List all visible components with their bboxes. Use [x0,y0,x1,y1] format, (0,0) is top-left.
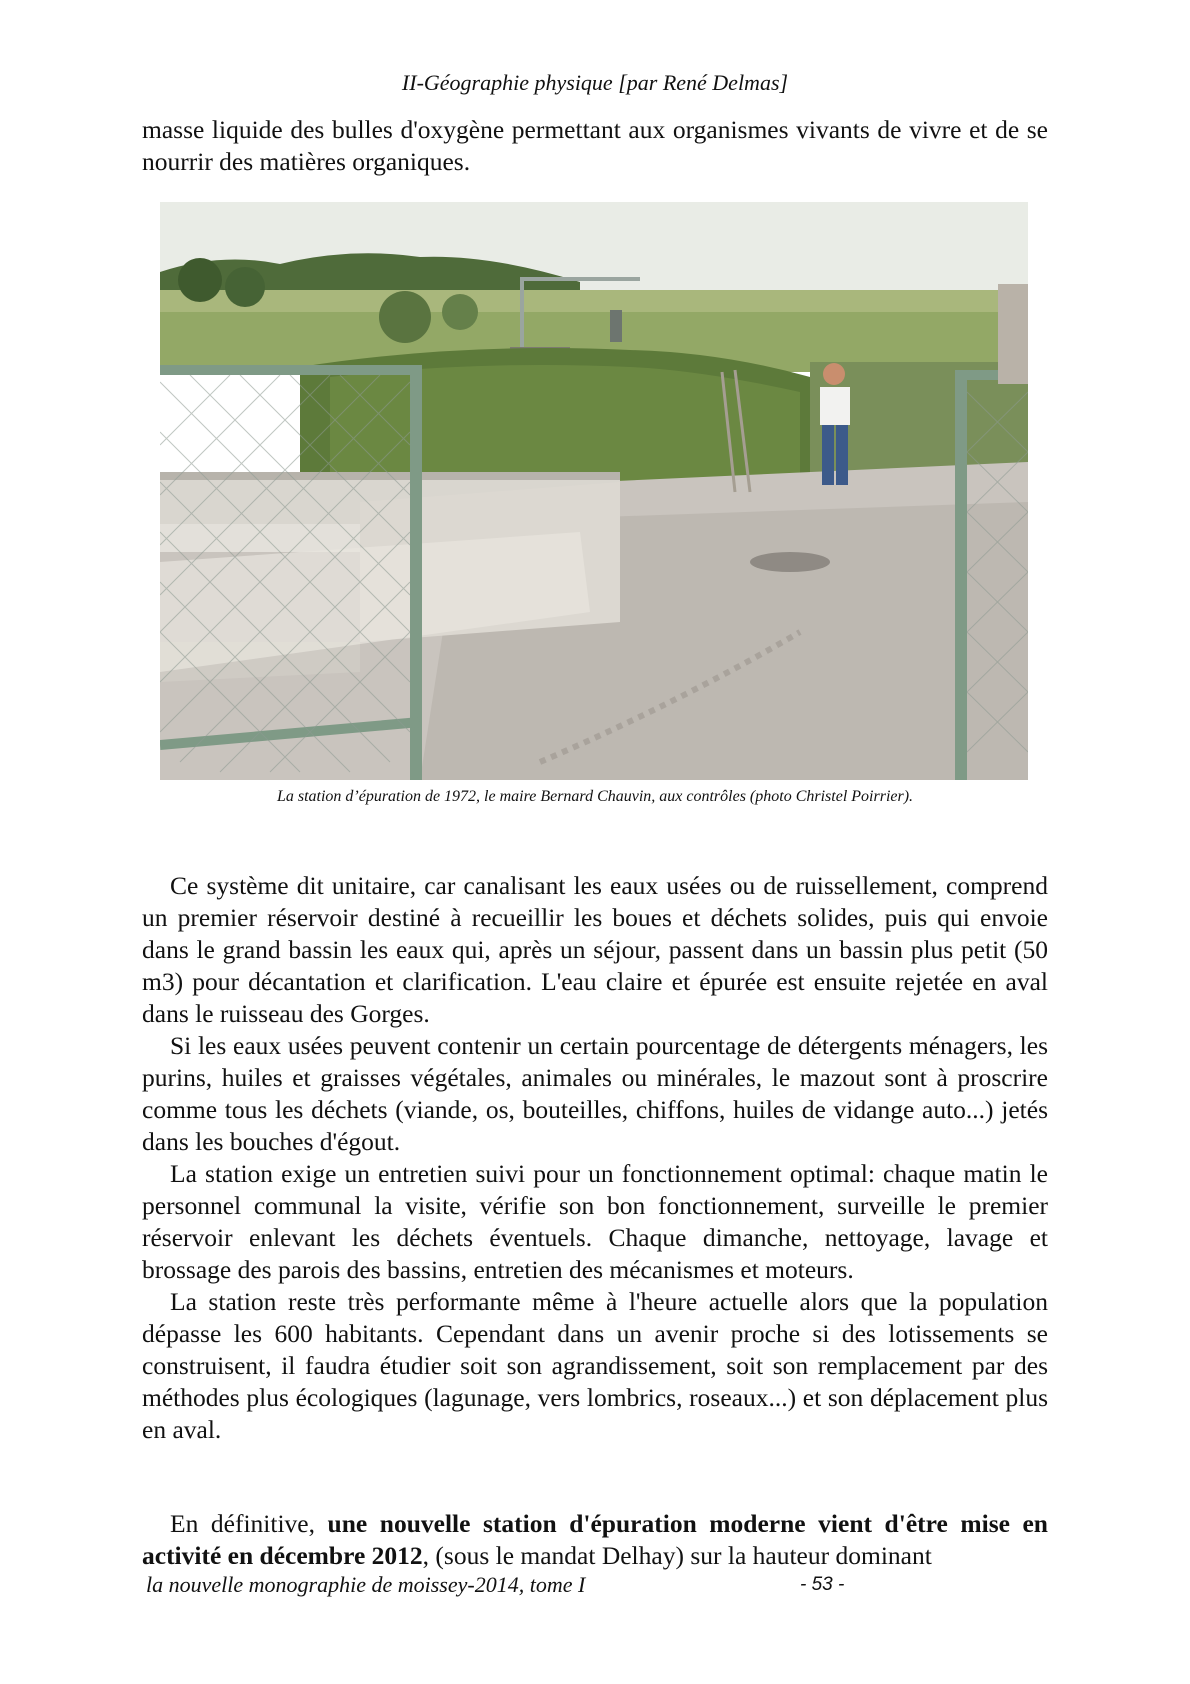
station-photo [160,202,1028,780]
final-tail: , (sous le mandat Delhay) sur la hauteur dominant [422,1541,932,1570]
final-paragraph [142,1508,1048,1572]
running-header: II-Géographie physique [par René Delmas] [401,70,789,95]
page-number: - 53 - [800,1574,845,1595]
photo-caption: La station d’épuration de 1972, le maire Bernard Chauvin, aux contrôles (photo Christel Poirrier). [276,788,914,805]
paragraph-waste: Si les eaux usées peuvent contenir un certain pourcentage de détergents ménagers, les purins, huiles et graisses végétales, animales ou minérales, le mazout sont à proscrire comme tous les déchets (viande, os, bouteilles, chiffons, huiles de vidange auto...) jetés dans les bouches d'égout. [142,1031,1048,1156]
paragraph-performance: La station reste très performante même à l'heure actuelle alors que la population dépasse les 600 habitants. Cependant dans un avenir proche si des lotissements se construisent, il faudra étudier soit son agrandissement, soit son remplacement par des méthodes plus écologiques (lagunage, vers lombrics, roseaux...) et son déplacement plus en aval. [142,1287,1048,1444]
body-text [142,870,1048,1446]
final-text [142,1508,1048,1572]
paragraph-maintenance: La station exige un entretien suivi pour un fonctionnement optimal: chaque matin le personnel communal la visite, vérifie son bon fonctionnement, surveille le premier réservoir enlevant les déchets éventuels. Chaque dimanche, nettoyage, lavage et brossage des parois des bassins, entretien des mécanismes et moteurs. [142,1159,1048,1284]
footer-book-title: la nouvelle monographie de moissey-2014, tome I [146,1572,586,1597]
final-emphasis: une nouvelle station d'épuration moderne vient d'être mise en activité en décembre 2012 [142,1509,1048,1570]
paragraph-system: Ce système dit unitaire, car canalisant les eaux usées ou de ruissellement, comprend un premier réservoir destiné à recueillir les boues et déchets solides, puis qui envoie dans le grand bassin les eaux qui, après un séjour, passent dans un bassin plus petit (50 m3) pour décantation et clarification. L'eau claire et épurée est ensuite rejetée en aval dans le ruisseau des Gorges. [142,871,1048,1028]
intro-text: masse liquide des bulles d'oxygène permettant aux organismes vivants de vivre et de se nourrir des matières organiques. [142,115,1048,176]
intro-paragraph [142,114,1048,178]
final-lead: En définitive, [170,1509,328,1538]
station-photo-illustration [160,202,1028,780]
